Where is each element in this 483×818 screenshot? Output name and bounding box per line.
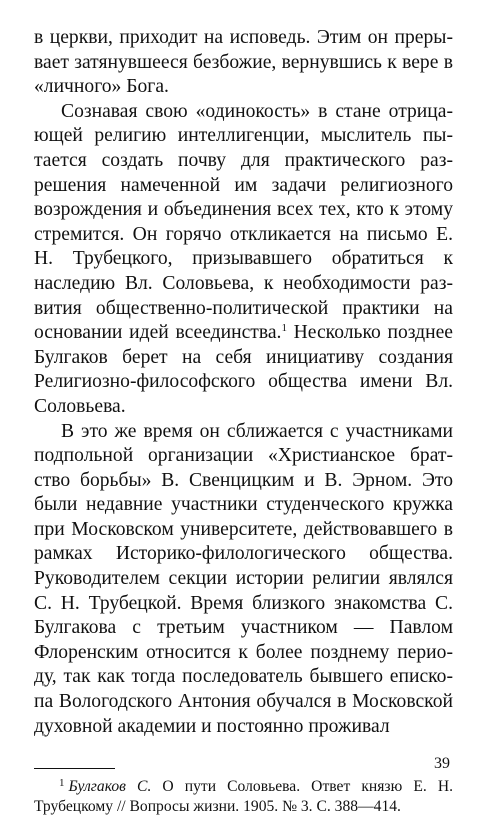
paragraph-3: В это же время он сближается с участниками подпольной организации «Христианское братство борьбы» В. Свенцицким и В. Эрном. Это были недавние участники студенческого кружка при Московском университете, действовавшего в рамках Историко-филологического общества. Руководителем секции истории религии являлся С. Н. Трубецкой. Время близкого знакомства С. Булгакова с третьим участником — Павлом Флоренским относится к более позднему периоду, так как тогда последователь бывшего епископа Вологодского Антония обучался в Московской духовной академии и постоянно проживал [34, 420, 453, 737]
paragraph-2-text-a: Сознавая свою «одинокость» в стане отрицающей религию интеллигенции, мыслитель пытается создать почву для практического разрешения намеченной им задачи религиозного возрождения и объединения всех тех, кто к этому стремится. Он горячо откликается на письмо Е. Н. Трубецкого, призывавшего обратиться к наследию Вл. Соловьева, к необходимости развития общественно-политической практики на основании идей всеединства. [34, 100, 453, 344]
footnote-author: Булгаков С. [68, 778, 152, 796]
page-body [34, 26, 453, 818]
footnote-reference[interactable]: 1 [281, 322, 287, 335]
paragraph-1: в церкви, приходит на исповедь. Этим он прерывает затянувшееся безбожие, вернувшись к вере в «личного» Бога. [34, 27, 453, 98]
paragraph-2 [34, 100, 453, 420]
paragraph-2-text-b: Несколько позднее Булгаков берет на себя инициативу создания Религиозно-философского общества имени Вл. Соловьева. [34, 322, 453, 417]
footnote-text: О пути Соловьева. Ответ князю Е. Н. Трубецкому // Вопросы жизни. 1905. № 3. С. 388—414. [34, 778, 453, 816]
footnote-divider [34, 768, 115, 769]
page-number: 39 [434, 755, 450, 772]
footnote-number: 1 [59, 777, 65, 790]
footnote [34, 777, 453, 817]
